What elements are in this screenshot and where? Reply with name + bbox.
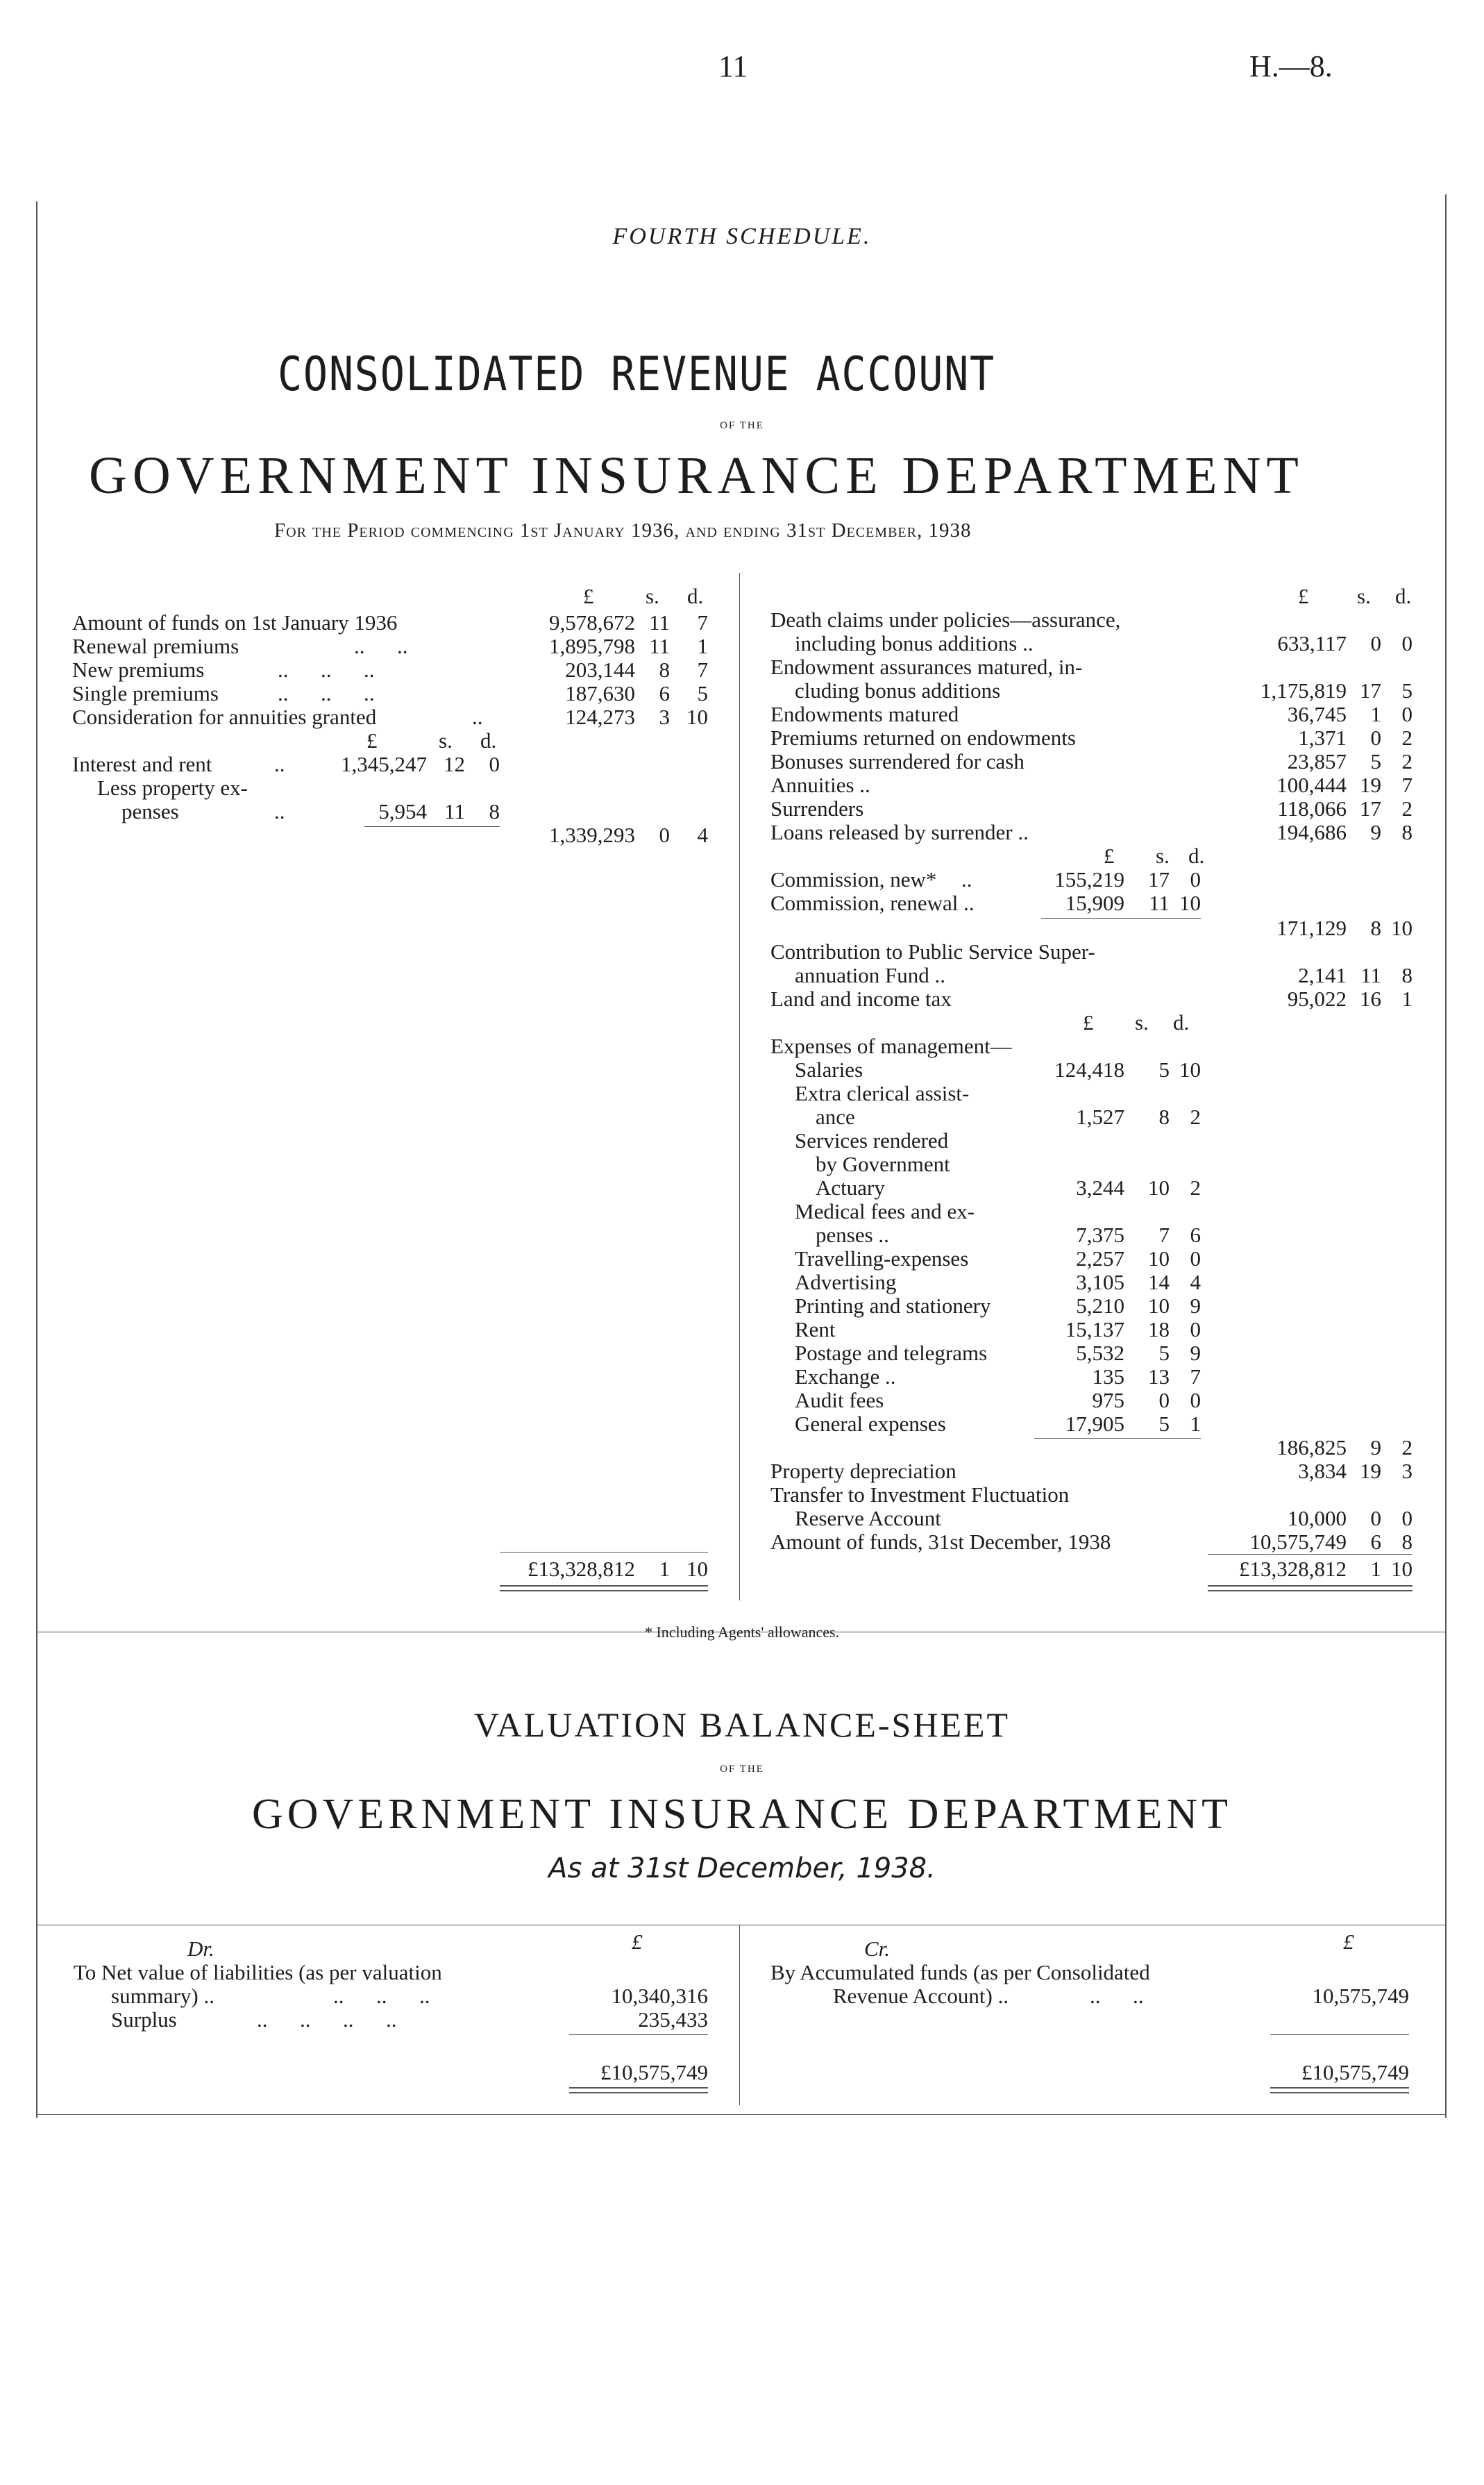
valuation-of-the-label: OF THE [720, 1764, 764, 1775]
total-rule-top [500, 1552, 708, 1553]
expenses-total-shillings: 9 [1370, 1435, 1381, 1459]
land-tax-pence: 1 [1401, 987, 1413, 1011]
outgo-pence: 5 [1401, 678, 1413, 703]
less-expenses-pence: 8 [489, 799, 500, 823]
footnote: * Including Agents' allowances. [644, 1623, 840, 1641]
funds-end-pence: 8 [1401, 1530, 1413, 1554]
income-pounds: 1,895,798 [549, 634, 635, 658]
expense-label: Rent [795, 1317, 836, 1341]
income-pence: 1 [697, 634, 708, 658]
income-shillings: 8 [659, 658, 670, 682]
expense-pounds: 135 [1092, 1364, 1124, 1389]
expense-label: Printing and stationery [795, 1294, 991, 1318]
superannuation-pounds: 2,141 [1298, 963, 1347, 987]
revenue-column-divider [739, 573, 740, 1600]
funds-end-pounds: 10,575,749 [1249, 1530, 1347, 1554]
dr-label: Dr. [187, 1936, 214, 1961]
expense-pounds: 124,418 [1054, 1057, 1124, 1082]
total-rule-top [1208, 1554, 1413, 1555]
schedule-title: FOURTH SCHEDULE. [612, 224, 872, 249]
outgo-label: Surrenders [770, 796, 864, 821]
outgo-pounds: 1,175,819 [1260, 678, 1347, 703]
liabilities-value: 10,340,316 [611, 1984, 708, 2008]
commission-pounds: 15,909 [1065, 891, 1124, 915]
income-pence: 7 [697, 610, 708, 635]
expense-label-cont: ance [816, 1105, 855, 1129]
cr-label: Cr. [864, 1936, 891, 1961]
funds-end-shillings: 6 [1370, 1530, 1381, 1554]
expense-shillings: 5 [1158, 1341, 1170, 1365]
outgo-shillings: 0 [1370, 726, 1381, 750]
outgo-pence: 0 [1401, 702, 1413, 726]
outgo-pounds: 633,117 [1277, 631, 1347, 655]
outgo-pound-header: £ [1298, 584, 1309, 608]
expense-pounds: 1,527 [1076, 1105, 1124, 1129]
expense-pence: 9 [1190, 1341, 1201, 1365]
expense-pence: 0 [1190, 1246, 1201, 1271]
expense-label: Services rendered [795, 1128, 949, 1153]
outgo-label-cont: cluding bonus additions [795, 678, 1001, 703]
balance-column-divider [739, 1925, 740, 2105]
depreciation-label: Property depreciation [770, 1459, 956, 1483]
expense-pounds: 3,105 [1076, 1270, 1124, 1294]
interest-net-pence: 4 [697, 823, 708, 847]
outgo-pence: 7 [1401, 773, 1413, 797]
outgo-pounds: 1,371 [1298, 726, 1347, 750]
superannuation-label: Contribution to Public Service Super- [770, 939, 1095, 964]
outgo-pence: 2 [1401, 796, 1413, 821]
outgo-shillings: 19 [1360, 773, 1381, 797]
expense-pounds: 15,137 [1065, 1317, 1124, 1341]
expense-shillings: 10 [1148, 1246, 1170, 1271]
interest-shilling-header: s. [439, 728, 453, 753]
expenses-pound-header: £ [1083, 1010, 1094, 1035]
outgo-total-pence: 10 [1391, 1557, 1413, 1581]
expenses-pence-header: d. [1173, 1010, 1190, 1035]
interest-net-shillings: 0 [659, 823, 670, 847]
reserve-pounds: 10,000 [1287, 1506, 1347, 1530]
commission-pound-header: £ [1104, 844, 1115, 868]
commission-total-pounds: 171,129 [1276, 916, 1347, 940]
outgo-label: Bonuses surrendered for cash [770, 749, 1025, 773]
land-tax-pounds: 95,022 [1287, 987, 1347, 1011]
expense-pence: 0 [1190, 1317, 1201, 1341]
balance-bottom-rule [36, 2114, 1445, 2115]
total-double-rule [500, 1590, 708, 1591]
superannuation-label-cont: annuation Fund .. [795, 963, 945, 987]
interest-gross-pence: 0 [489, 752, 500, 776]
period-line: For the Period commencing 1st January 1936, and ending 31st December, 1938 [274, 519, 972, 542]
expense-label-cont: by Government [816, 1152, 950, 1176]
expense-label: General expenses [795, 1412, 946, 1436]
page-reference: H.—8. [1249, 49, 1333, 83]
expense-pounds: 975 [1092, 1388, 1124, 1412]
expense-shillings: 18 [1148, 1317, 1170, 1341]
income-total-shillings: 1 [659, 1557, 670, 1581]
expense-pence: 0 [1190, 1388, 1201, 1412]
expense-label: Exchange .. [795, 1364, 896, 1389]
outgo-shillings: 17 [1360, 796, 1381, 821]
left-total: £10,575,749 [600, 2060, 708, 2084]
income-label: Renewal premiums [72, 634, 239, 658]
expense-pounds: 5,532 [1076, 1341, 1124, 1365]
total-double-rule [569, 2092, 708, 2093]
less-expenses-label-cont: penses [121, 799, 179, 823]
expenses-total-pence: 2 [1401, 1435, 1413, 1459]
income-pence: 10 [686, 705, 708, 729]
outgo-pence: 2 [1401, 726, 1413, 750]
subtotal-rule [1041, 918, 1201, 919]
expense-shillings: 5 [1158, 1412, 1170, 1436]
total-double-rule [1270, 2092, 1409, 2093]
expense-shillings: 13 [1148, 1364, 1170, 1389]
depreciation-shillings: 19 [1360, 1459, 1381, 1483]
surplus-label: Surplus [111, 2007, 177, 2032]
outgo-shillings: 1 [1370, 702, 1381, 726]
commission-shillings: 17 [1148, 867, 1170, 892]
outgo-pence: 8 [1401, 820, 1413, 844]
expenses-label: Expenses of management— [770, 1034, 1012, 1058]
outgo-pounds: 36,745 [1287, 702, 1347, 726]
total-double-rule [500, 1585, 708, 1587]
expense-pence: 1 [1190, 1412, 1201, 1436]
outgo-shillings: 5 [1370, 749, 1381, 773]
expense-pence: 2 [1190, 1175, 1201, 1200]
outgo-pence: 0 [1401, 631, 1413, 655]
outgo-pounds: 23,857 [1287, 749, 1347, 773]
outgo-label-cont: including bonus additions .. [795, 631, 1034, 655]
income-pounds: 124,273 [565, 705, 635, 729]
income-total-pounds: £13,328,812 [528, 1557, 635, 1581]
outgo-pounds: 100,444 [1276, 773, 1347, 797]
depreciation-pence: 3 [1401, 1459, 1413, 1483]
assets-label-cont: Revenue Account) .. [833, 1984, 1009, 2008]
surplus-value: 235,433 [638, 2007, 708, 2032]
total-double-rule [1208, 1590, 1413, 1591]
expense-shillings: 8 [1158, 1105, 1170, 1129]
outgo-total-shillings: 1 [1370, 1557, 1381, 1581]
expense-pence: 2 [1190, 1105, 1201, 1129]
income-label: Single premiums [72, 681, 219, 705]
income-shillings: 3 [659, 705, 670, 729]
outgo-label: Death claims under policies—assurance, [770, 608, 1121, 632]
expense-pence: 9 [1190, 1294, 1201, 1318]
left-pound-header: £ [632, 1930, 643, 1954]
department-title: GOVERNMENT INSURANCE DEPARTMENT [89, 446, 1304, 505]
right-pound-header: £ [1343, 1930, 1354, 1954]
commission-pence: 0 [1190, 867, 1201, 892]
land-tax-shillings: 16 [1360, 987, 1381, 1011]
outgo-total-pounds: £13,328,812 [1239, 1557, 1347, 1581]
right-total: £10,575,749 [1301, 2060, 1409, 2084]
reserve-label: Transfer to Investment Fluctuation [770, 1482, 1070, 1507]
expense-shillings: 10 [1148, 1175, 1170, 1200]
less-expenses-pounds: 5,954 [378, 799, 427, 823]
interest-gross-pounds: 1,345,247 [341, 752, 427, 776]
expense-pounds: 7,375 [1076, 1223, 1124, 1247]
outgo-label: Endowment assurances matured, in- [770, 655, 1083, 679]
of-the-label: OF THE [720, 420, 764, 431]
expense-pence: 10 [1179, 1057, 1201, 1082]
expense-pence: 7 [1190, 1364, 1201, 1389]
expense-label: Travelling-expenses [795, 1246, 969, 1271]
expense-shillings: 7 [1158, 1223, 1170, 1247]
outgo-shillings: 0 [1370, 631, 1381, 655]
commission-label: Commission, new* [770, 867, 937, 892]
outgo-label: Endowments matured [770, 702, 959, 726]
shilling-header: s. [646, 584, 659, 608]
leader-dots: .. .. [354, 634, 408, 658]
expense-pence: 6 [1190, 1223, 1201, 1247]
expense-pounds: 5,210 [1076, 1294, 1124, 1318]
outgo-pence-header: d. [1395, 584, 1412, 608]
expense-pence: 4 [1190, 1270, 1201, 1294]
expense-label: Extra clerical assist- [795, 1081, 970, 1105]
total-rule-top [569, 2034, 708, 2035]
outgo-shillings: 9 [1370, 820, 1381, 844]
commission-label: Commission, renewal .. [770, 891, 975, 915]
page-number: 11 [718, 49, 748, 83]
income-pounds: 187,630 [565, 681, 635, 705]
expense-label: Salaries [795, 1057, 863, 1082]
income-pence: 7 [697, 658, 708, 682]
expense-shillings: 0 [1158, 1388, 1170, 1412]
outgo-label: Premiums returned on endowments [770, 726, 1076, 750]
outgo-pence: 2 [1401, 749, 1413, 773]
expense-label: Postage and telegrams [795, 1341, 988, 1365]
outgo-label: Loans released by surrender .. [770, 820, 1029, 844]
income-shillings: 11 [649, 610, 670, 635]
income-pounds: 9,578,672 [549, 610, 635, 635]
expenses-total-pounds: 186,825 [1276, 1435, 1347, 1459]
expense-shillings: 5 [1158, 1057, 1170, 1082]
outgo-pounds: 194,686 [1276, 820, 1347, 844]
leader-dots: .. [472, 705, 483, 729]
expense-label-cont: penses .. [816, 1223, 889, 1247]
leader-dots: .. [274, 799, 285, 823]
valuation-title: VALUATION BALANCE-SHEET [473, 1705, 1011, 1744]
reserve-shillings: 0 [1370, 1506, 1381, 1530]
outgo-shillings: 17 [1360, 678, 1381, 703]
valuation-date-line: As at 31st December, 1938. [548, 1852, 936, 1884]
interest-label: Interest and rent [72, 752, 212, 776]
expense-label: Audit fees [795, 1388, 884, 1412]
income-label: Consideration for annuities granted [72, 705, 377, 729]
income-shillings: 6 [659, 681, 670, 705]
total-rule-top [1270, 2034, 1409, 2035]
commission-shillings: 11 [1149, 891, 1170, 915]
expense-pounds: 2,257 [1076, 1246, 1124, 1271]
reserve-label-cont: Reserve Account [795, 1506, 941, 1530]
expenses-shilling-header: s. [1135, 1010, 1149, 1035]
expense-shillings: 14 [1148, 1270, 1170, 1294]
income-total-pence: 10 [686, 1557, 708, 1581]
less-expenses-shillings: 11 [444, 799, 465, 823]
liabilities-label-cont: summary) .. [111, 1984, 214, 2008]
reserve-pence: 0 [1401, 1506, 1413, 1530]
superannuation-pence: 8 [1401, 963, 1413, 987]
commission-shilling-header: s. [1156, 844, 1170, 868]
interest-net-pounds: 1,339,293 [549, 823, 635, 847]
leader-dots: .. .. .. [278, 681, 375, 705]
interest-gross-shillings: 12 [444, 752, 465, 776]
depreciation-pounds: 3,834 [1298, 1459, 1347, 1483]
commission-pounds: 155,219 [1054, 867, 1124, 892]
commission-total-shillings: 8 [1370, 916, 1381, 940]
total-double-rule [569, 2087, 708, 2089]
expense-label: Advertising [795, 1270, 897, 1294]
total-double-rule [1208, 1585, 1413, 1587]
interest-pence-header: d. [480, 728, 497, 753]
funds-end-label: Amount of funds, 31st December, 1938 [770, 1530, 1111, 1554]
income-shillings: 11 [649, 634, 670, 658]
valuation-department-title: GOVERNMENT INSURANCE DEPARTMENT [251, 1791, 1232, 1838]
revenue-title: CONSOLIDATED REVENUE ACCOUNT [278, 347, 995, 402]
interest-pound-header: £ [366, 728, 378, 753]
commission-pence-header: d. [1188, 844, 1205, 868]
superannuation-shillings: 11 [1360, 963, 1381, 987]
income-pounds: 203,144 [565, 658, 635, 682]
subtotal-rule [1034, 1438, 1201, 1439]
commission-pence: 10 [1179, 891, 1201, 915]
income-pence: 5 [697, 681, 708, 705]
leader-dots: .. .. .. [278, 658, 375, 682]
total-double-rule [1270, 2087, 1409, 2089]
income-label: New premiums [72, 658, 205, 682]
less-expenses-label: Less property ex- [97, 776, 248, 800]
income-label: Amount of funds on 1st January 1936 [72, 610, 398, 635]
commission-total-pence: 10 [1391, 916, 1413, 940]
expense-pounds: 17,905 [1065, 1412, 1124, 1436]
land-tax-label: Land and income tax [770, 987, 952, 1011]
assets-value: 10,575,749 [1312, 1984, 1409, 2008]
expense-pounds: 3,244 [1076, 1175, 1124, 1200]
outgo-shilling-header: s. [1357, 584, 1371, 608]
assets-label: By Accumulated funds (as per Consolidated [770, 1960, 1150, 1984]
pound-header: £ [583, 584, 594, 608]
liabilities-label: To Net value of liabilities (as per valuation [74, 1960, 442, 1984]
expense-shillings: 10 [1148, 1294, 1170, 1318]
pence-header: d. [687, 584, 704, 608]
expense-label-cont: Actuary [816, 1175, 885, 1200]
outgo-pounds: 118,066 [1277, 796, 1347, 821]
expense-label: Medical fees and ex- [795, 1199, 975, 1223]
outgo-label: Annuities .. [770, 773, 870, 797]
